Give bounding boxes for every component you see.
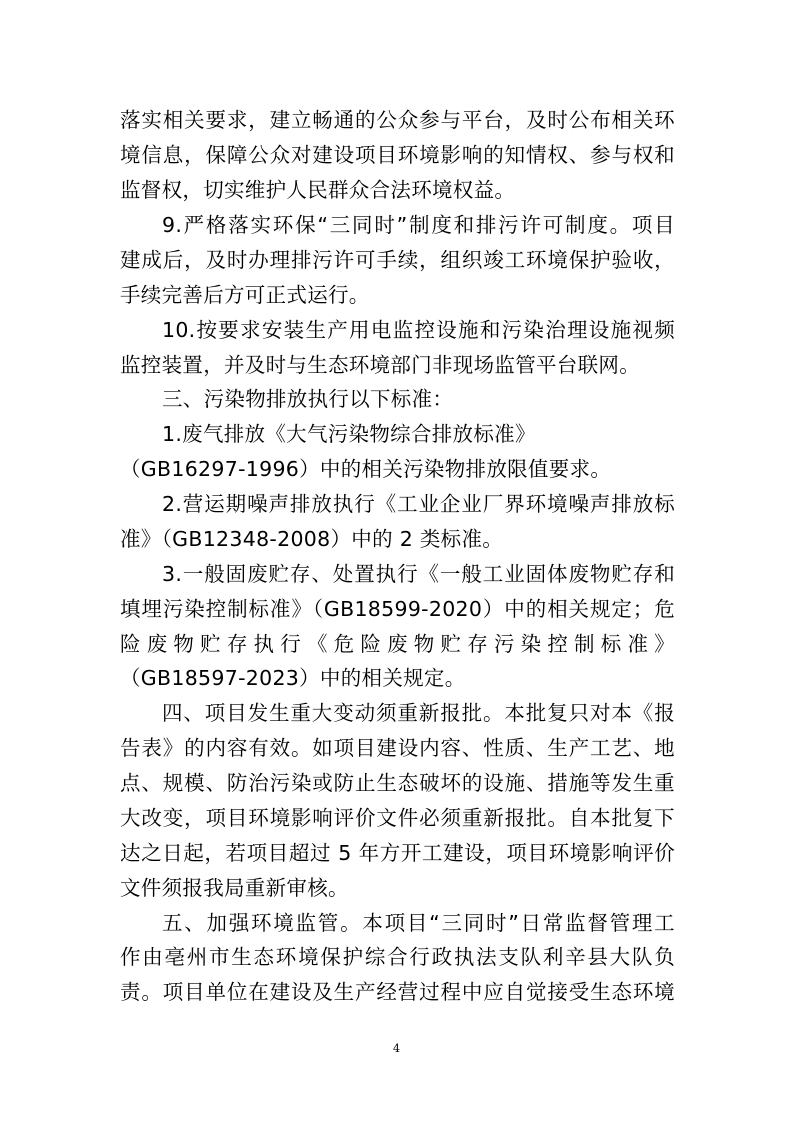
text-line: 1.废气排放《大气污染物综合排放标准》 xyxy=(162,422,536,446)
text-line: 大改变，项目环境影响评价文件必须重新报批。自本批复下 xyxy=(120,806,675,830)
section-heading: 五、加强环境监管。本项目“三同时”日常监督管理工 xyxy=(162,911,675,935)
text-line: 达之日起，若项目超过 5 年方开工建设，项目环境影响评价 xyxy=(120,841,675,865)
text-line: 责。项目单位在建设及生产经营过程中应自觉接受生态环境 xyxy=(120,980,675,1004)
section-heading: 四、项目发生重大变动须重新报批。本批复只对本《报 xyxy=(162,701,675,725)
text-line: （GB16297-1996）中的相关污染物排放限值要求。 xyxy=(120,457,612,481)
text-line: 10.按要求安装生产用电监控设施和污染治理设施视频 xyxy=(162,318,675,342)
text-line: （GB18597-2023）中的相关规定。 xyxy=(120,666,466,690)
page-number: 4 xyxy=(393,1042,400,1055)
text-line: 监督权，切实维护人民群众合法环境权益。 xyxy=(120,178,516,202)
text-line: 告表》的内容有效。如项目建设内容、性质、生产工艺、地 xyxy=(120,736,675,760)
text-line: 监控装置，并及时与生态环境部门非现场监管平台联网。 xyxy=(120,353,640,377)
text-line: 9.严格落实环保“三同时”制度和排污许可制度。项目 xyxy=(162,213,675,237)
text-line: 落实相关要求，建立畅通的公众参与平台，及时公布相关环 xyxy=(120,108,675,132)
text-line: 3.一般固废贮存、处置执行《一般工业固体废物贮存和 xyxy=(162,562,675,586)
text-line: 文件须报我局重新审核。 xyxy=(120,876,349,900)
text-line: 准》（GB12348-2008）中的 2 类标准。 xyxy=(120,527,504,551)
text-line: 作由亳州市生态环境保护综合行政执法支队利辛县大队负 xyxy=(120,945,675,969)
text-line: 手续完善后方可正式运行。 xyxy=(120,283,370,307)
text-line: 填埋污染控制标准》（GB18599-2020）中的相关规定；危 xyxy=(120,597,675,621)
text-line: 2.营运期噪声排放执行《工业企业厂界环境噪声排放标 xyxy=(162,492,675,516)
text-line: 建成后，及时办理排污许可手续，组织竣工环境保护验收， xyxy=(120,248,675,272)
section-heading: 三、污染物排放执行以下标准： xyxy=(162,387,454,411)
text-line: 点、规模、防治污染或防止生态破坏的设施、措施等发生重 xyxy=(120,771,675,795)
text-line: 境信息，保障公众对建设项目环境影响的知情权、参与权和 xyxy=(120,143,675,167)
text-line: 险废物贮存执行《危险废物贮存污染控制标准》 xyxy=(120,632,675,656)
